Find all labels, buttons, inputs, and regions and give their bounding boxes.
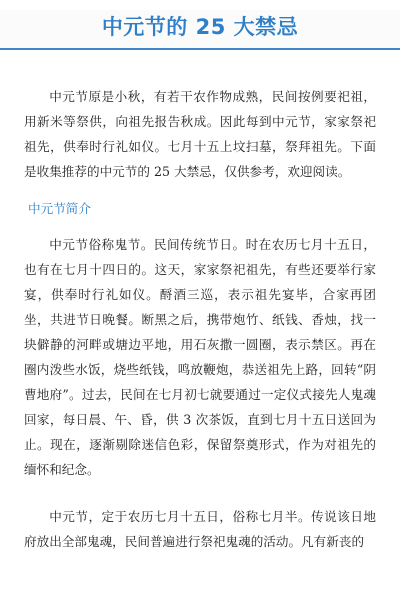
- page-title: 中元节的 25 大禁忌: [101, 15, 299, 39]
- section-paragraph: 中元节，定于农历七月十五日，俗称七月半。传说该日地府放出全部鬼魂，民间普遍进行祭祀鬼魂的活动。凡有新丧的: [24, 509, 376, 549]
- intro-paragraph: 中元节原是小秋，有若干农作物成熟，民间按例要祀祖，用新米等祭供，向祖先报告秋成。因此每到中元节，家家祭祀祖先，供奉时行礼如仪。七月十五上坟扫墓，祭拜祖先。下面是收集推荐的中元节的 25 大禁忌，仅供参考，欢迎阅读。: [24, 89, 376, 179]
- section-heading: 中元节简介: [28, 201, 91, 216]
- article-body: [24, 84, 376, 554]
- section-paragraph: 中元节俗称鬼节。民间传统节日。时在农历七月十五日，也有在七月十四日的。这天，家家祭祀祖先，有些还要举行家宴，供奉时行礼如仪。酹酒三巡，表示祖先宴毕，合家再团坐，共进节日晚餐。断黑之后，携带炮竹、纸钱、香烛，找一块僻静的河畔或塘边平地，用石灰撒一圆圈，表示禁区。再在圈内泼些水饭，烧些纸钱，鸣放鞭炮，恭送祖先上路，回转“阴曹地府”。过去，民间在七月初七就要通过一定仪式接先人鬼魂回家，每日晨、午、昏，供 3 次茶饭，直到七月十五日送回为止。现在，逐渐剔除迷信色彩，保留祭奠形式，作为对祖先的缅怀和纪念。: [24, 237, 376, 477]
